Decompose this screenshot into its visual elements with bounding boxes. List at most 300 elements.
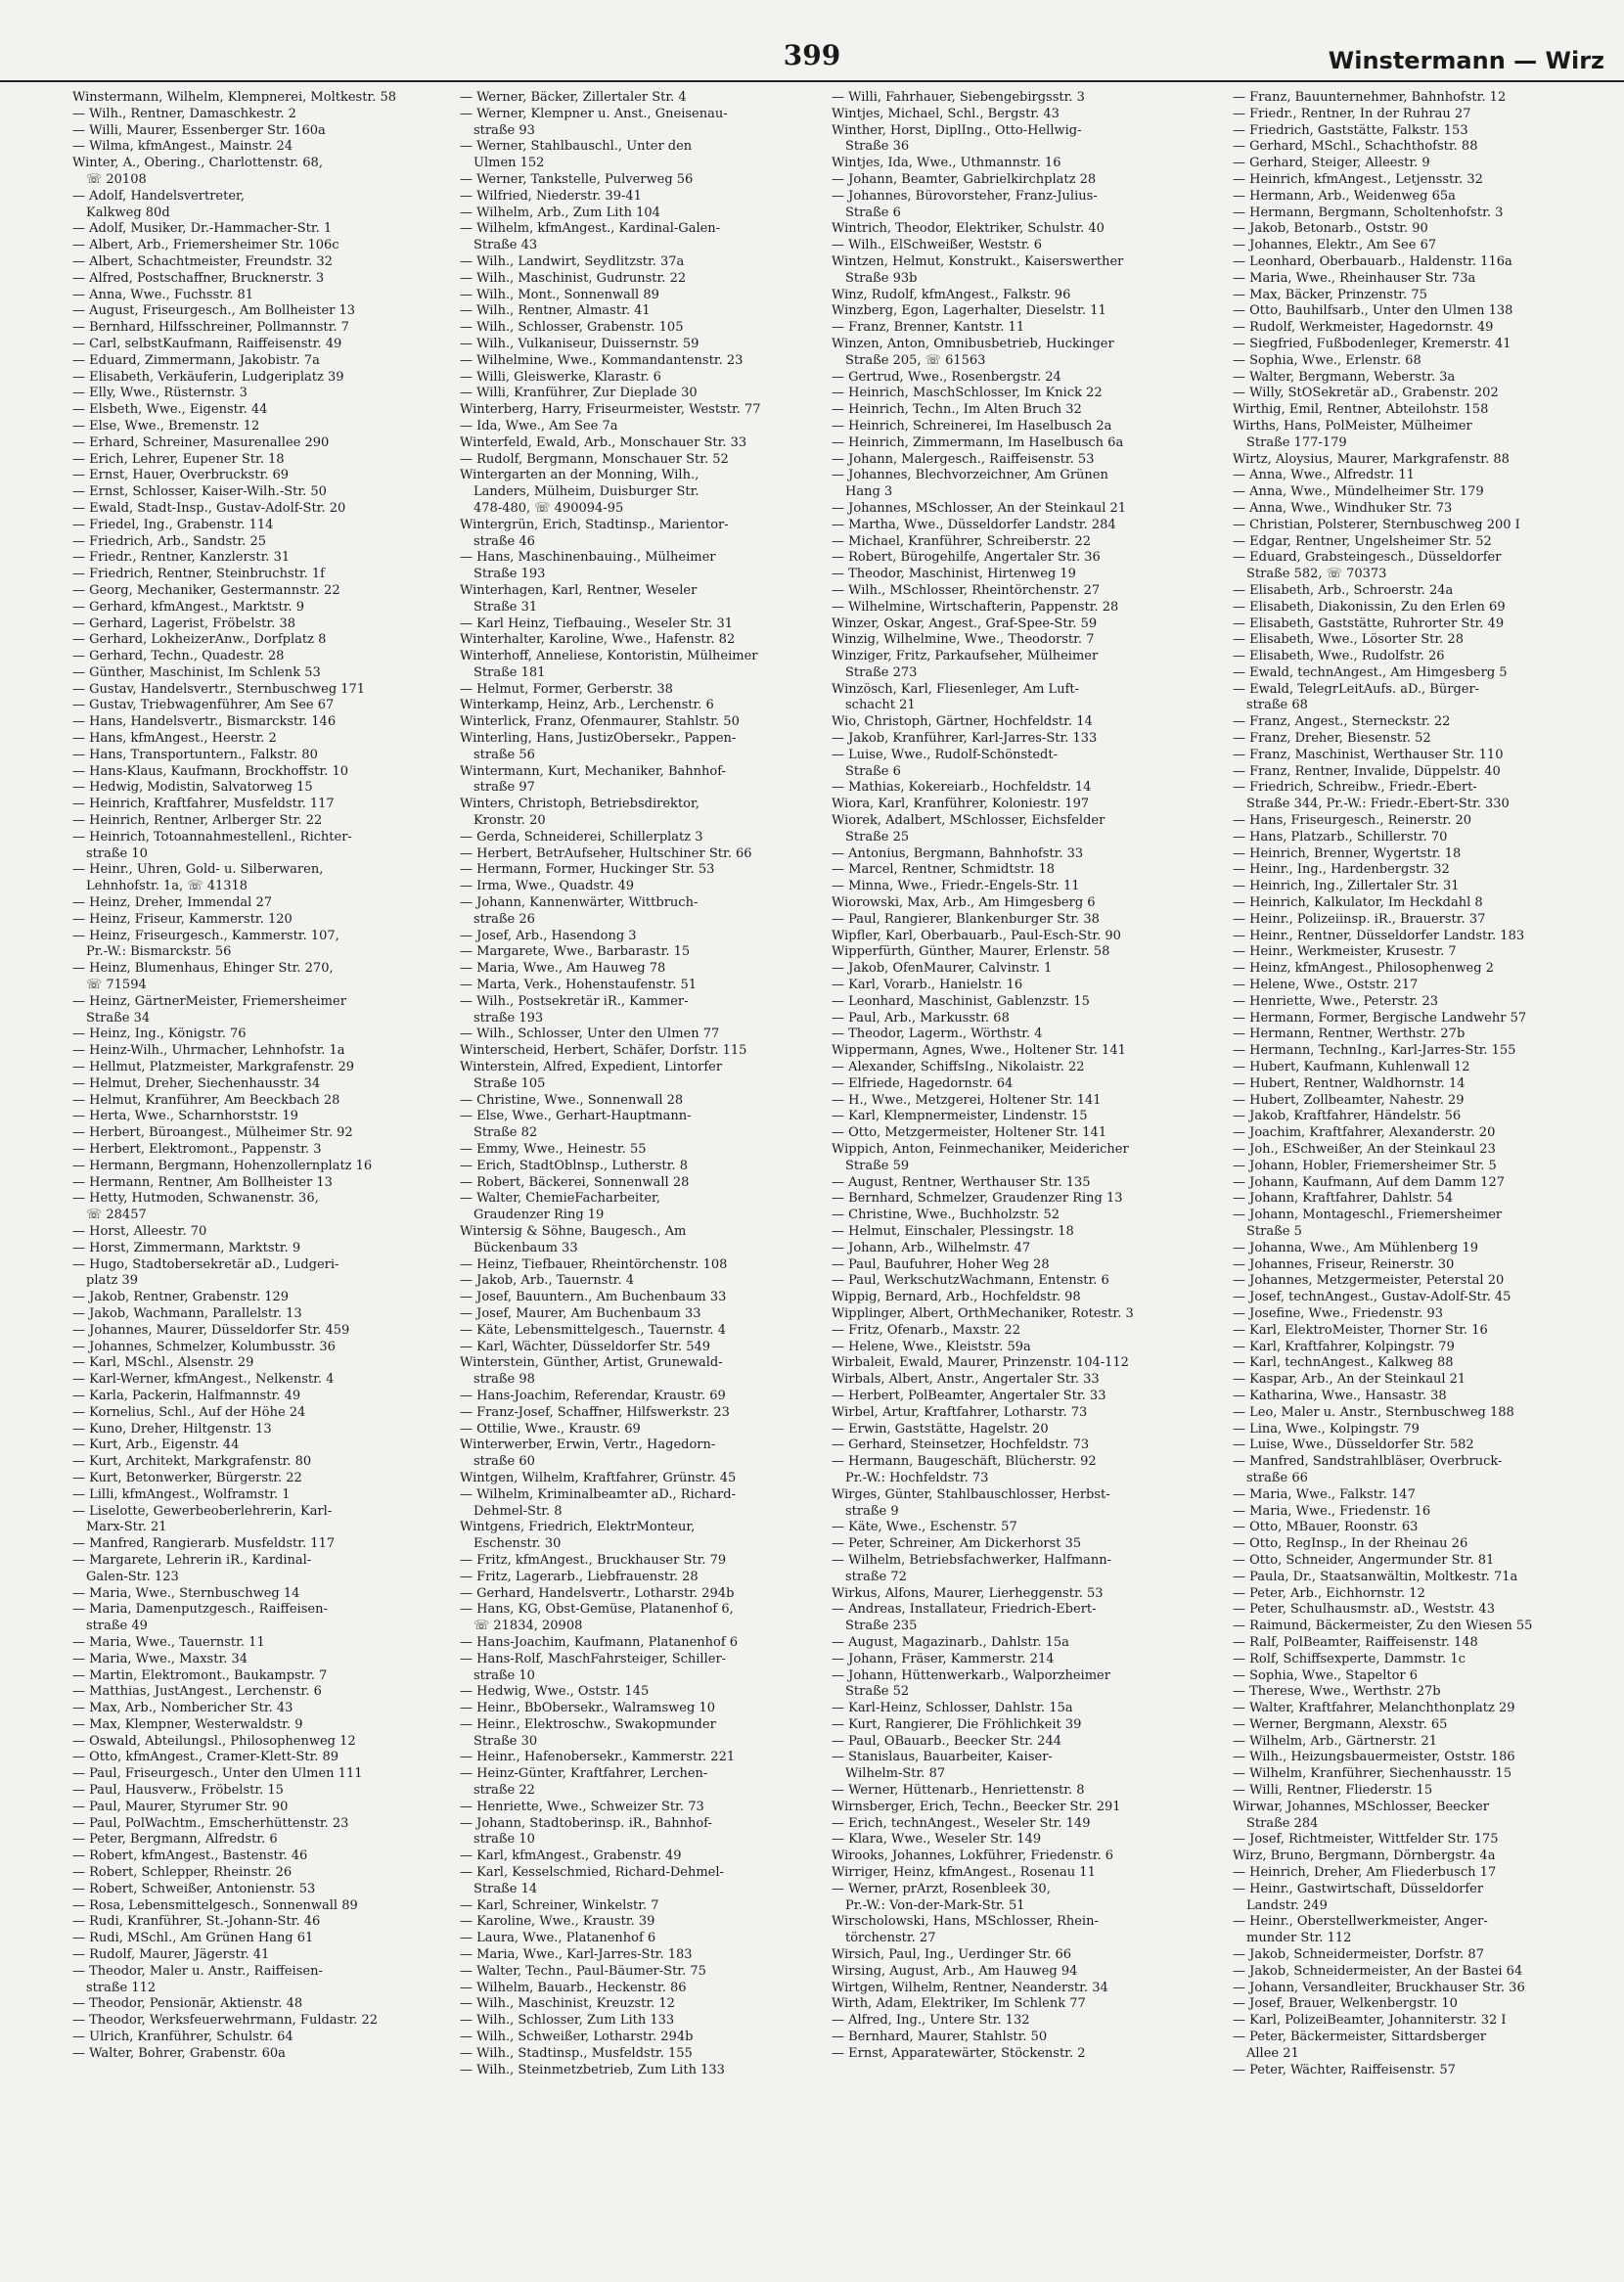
directory-line: — Gustav, Triebwagenführer, Am See 67 [72, 698, 335, 713]
directory-line: — Anna, Wwe., Alfredstr. 11 [1233, 468, 1415, 483]
directory-line: Wintergarten an der Monning, Wilh., [460, 468, 699, 483]
directory-line: — Matthias, JustAngest., Lerchenstr. 6 [72, 1684, 322, 1700]
directory-line: — Adolf, Musiker, Dr.-Hammacher-Str. 1 [72, 221, 333, 237]
directory-line: — Elisabeth, Wwe., Lösorter Str. 28 [1233, 632, 1464, 648]
directory-line: — Hans-Joachim, Kaufmann, Platanenhof 6 [460, 1634, 739, 1650]
directory-line: Winterling, Hans, JustizObersekr., Pappen- [460, 731, 737, 747]
directory-line: Winstermann, Wilhelm, Klempnerei, Moltkestr. 58 [72, 90, 397, 105]
directory-line: — Rudi, MSchl., Am Grünen Hang 61 [72, 1931, 314, 1946]
directory-line: — Hans, KG, Obst-Gemüse, Platanenhof 6, [460, 1602, 734, 1618]
directory-line: Kronstr. 20 [474, 813, 546, 829]
directory-line: Winzen, Anton, Omnibusbetrieb, Huckinger [832, 336, 1114, 351]
column-3 [832, 90, 1223, 2272]
directory-line: — Liselotte, Gewerbeoberlehrerin, Karl- [72, 1503, 333, 1519]
directory-line: Wintergrün, Erich, Stadtinsp., Marientor- [460, 517, 729, 532]
directory-line: — Paul, Arb., Markusstr. 68 [832, 1010, 1010, 1026]
directory-line: — Wilh., Mont., Sonnenwall 89 [460, 287, 659, 302]
directory-line: — Christine, Wwe., Buchholzstr. 52 [832, 1208, 1060, 1223]
directory-line: — Wilh., Schlosser, Unter den Ulmen 77 [460, 1027, 720, 1042]
directory-line: — Emmy, Wwe., Heinestr. 55 [460, 1142, 647, 1157]
directory-line: Wirscholowski, Hans, MSchlosser, Rhein- [832, 1914, 1099, 1930]
directory-line: — Luise, Wwe., Rudolf-Schönstedt- [832, 747, 1058, 762]
directory-line: Eschenstr. 30 [474, 1536, 562, 1552]
directory-line: Straße 284 [1246, 1815, 1319, 1831]
directory-line: — Johann, Kaufmann, Auf dem Damm 127 [1233, 1174, 1505, 1190]
directory-line: — Heinr., Polizeiinsp. iR., Brauerstr. 37 [1233, 911, 1486, 927]
directory-line: — Hans, Handelsvertr., Bismarckstr. 146 [72, 714, 337, 730]
directory-line: — Wilh., Stadtinsp., Musfeldstr. 155 [460, 2045, 693, 2061]
directory-line: — Heinr., Hafenobersekr., Kammerstr. 221 [460, 1750, 736, 1765]
directory-line: — Heinr., Uhren, Gold- u. Silberwaren, [72, 862, 324, 878]
directory-line: — Hugo, Stadtobersekretär aD., Ludgeri- [72, 1256, 339, 1272]
directory-line: — Robert, Bäckerei, Sonnenwall 28 [460, 1174, 690, 1190]
directory-line: Winterhoff, Anneliese, Kontoristin, Mülheimer [460, 649, 758, 664]
directory-line: — Antonius, Bergmann, Bahnhofstr. 33 [832, 845, 1084, 861]
directory-line: Winterlick, Franz, Ofenmaurer, Stahlstr. 50 [460, 714, 740, 730]
directory-line: Wippich, Anton, Feinmechaniker, Meidericher [832, 1142, 1129, 1157]
directory-line: — Hubert, Rentner, Waldhornstr. 14 [1233, 1075, 1466, 1091]
directory-line: — Hermann, Bergmann, Hohenzollernplatz 16 [72, 1158, 373, 1173]
directory-line: Winterkamp, Heinz, Arb., Lerchenstr. 6 [460, 698, 714, 713]
directory-line: — Willi, Gleiswerke, Klarastr. 6 [460, 369, 661, 385]
directory-line: Straße 344, Pr.-W.: Friedr.-Ebert-Str. 330 [1246, 797, 1510, 812]
directory-line: — Willi, Fahrhauer, Siebengebirgsstr. 3 [832, 90, 1085, 105]
directory-line: Straße 14 [474, 1881, 538, 1896]
directory-line: — Josefine, Wwe., Friedenstr. 93 [1233, 1305, 1444, 1321]
directory-line: — Paul, Hausverw., Fröbelstr. 15 [72, 1783, 284, 1799]
directory-line: — Alfred, Postschaffner, Brucknerstr. 3 [72, 270, 325, 286]
directory-line: — Stanislaus, Bauarbeiter, Kaiser- [832, 1750, 1053, 1765]
directory-line: — Laura, Wwe., Platanenhof 6 [460, 1931, 656, 1946]
directory-line: Wintgen, Wilhelm, Kraftfahrer, Grünstr. 45 [460, 1470, 737, 1485]
directory-line: Wirooks, Johannes, Lokführer, Friedenstr. 6 [832, 1848, 1114, 1864]
directory-line: Wippermann, Agnes, Wwe., Holtener Str. 141 [832, 1043, 1126, 1059]
directory-line: — Friedel, Ing., Grabenstr. 114 [72, 517, 274, 532]
directory-line: Straße 5 [1246, 1223, 1302, 1239]
directory-line: Straße 205, ☏ 61563 [845, 352, 986, 368]
directory-line: — Helmut, Kranführer, Am Beeckbach 28 [72, 1092, 340, 1108]
directory-line: — Karl, Kesselschmied, Richard-Dehmel- [460, 1865, 724, 1881]
directory-line: — Fritz, kfmAngest., Bruckhauser Str. 79 [460, 1552, 727, 1568]
directory-line: Pr.-W.: Bismarckstr. 56 [86, 944, 232, 960]
directory-line: — Maria, Wwe., Rheinhauser Str. 73a [1233, 270, 1476, 286]
directory-line: — Hermann, Rentner, Werthstr. 27b [1233, 1027, 1466, 1042]
directory-line: — Horst, Zimmermann, Marktstr. 9 [72, 1240, 301, 1255]
directory-line: Straße 43 [474, 238, 538, 253]
directory-line: — Johannes, Blechvorzeichner, Am Grünen [832, 468, 1108, 483]
directory-line: Wintersig & Söhne, Baugesch., Am [460, 1223, 687, 1239]
directory-line: — Ewald, technAngest., Am Himgesberg 5 [1233, 664, 1508, 680]
directory-line: — Ernst, Apparatewärter, Stöckenstr. 2 [832, 2045, 1086, 2061]
directory-line: — Herbert, BetrAufseher, Hultschiner Str. 66 [460, 845, 752, 861]
directory-line: — Mathias, Kokereiarb., Hochfeldstr. 14 [832, 780, 1092, 796]
directory-line: — Wilh., Postsekretär iR., Kammer- [460, 993, 689, 1009]
directory-line: — Edgar, Rentner, Ungelsheimer Str. 52 [1233, 533, 1492, 549]
directory-line: Pr.-W.: Hochfeldstr. 73 [845, 1470, 989, 1485]
directory-line: — Heinz-Günter, Kraftfahrer, Lerchen- [460, 1766, 708, 1782]
directory-line: — Johann, Versandleiter, Bruckhauser Str. 36 [1233, 1980, 1525, 1995]
directory-line: — Gertrud, Wwe., Rosenbergstr. 24 [832, 369, 1061, 385]
directory-line: straße 26 [474, 911, 535, 927]
directory-line: Wilhelm-Str. 87 [845, 1766, 946, 1782]
directory-line: — Hans-Rolf, MaschFahrsteiger, Schiller- [460, 1651, 727, 1666]
directory-line: straße 72 [845, 1569, 907, 1584]
directory-line: — Gustav, Handelsvertr., Sternbuschweg 171 [72, 681, 366, 697]
directory-line: — Therese, Wwe., Werthstr. 27b [1233, 1684, 1441, 1700]
directory-line: — Elisabeth, Verkäuferin, Ludgeriplatz 39 [72, 369, 344, 385]
directory-line: — Maria, Wwe., Am Hauweg 78 [460, 961, 666, 977]
directory-line: — Hetty, Hutmoden, Schwanenstr. 36, [72, 1191, 319, 1207]
directory-line: Winzig, Wilhelmine, Wwe., Theodorstr. 7 [832, 632, 1095, 648]
directory-line: — Heinz, Tiefbauer, Rheintörchenstr. 108 [460, 1256, 728, 1272]
directory-line: — Theodor, Maschinist, Hirtenweg 19 [832, 567, 1076, 582]
directory-line: — Irma, Wwe., Quadstr. 49 [460, 879, 634, 894]
directory-line: — Raimund, Bäckermeister, Zu den Wiesen 55 [1233, 1619, 1533, 1634]
directory-line: — Paul, Maurer, Styrumer Str. 90 [72, 1799, 289, 1814]
directory-line: Straße 105 [474, 1075, 546, 1091]
directory-line: — Heinrich, Schreinerei, Im Haselbusch 2a [832, 418, 1112, 434]
directory-line: — Fritz, Ofenarb., Maxstr. 22 [832, 1322, 1020, 1338]
directory-line: — Else, Wwe., Gerhart-Hauptmann- [460, 1109, 692, 1124]
directory-line: — Kornelius, Schl., Auf der Höhe 24 [72, 1404, 306, 1420]
directory-line: — Wilhelm, Betriebsfachwerker, Halfmann- [832, 1552, 1112, 1568]
directory-line: — Wilma, kfmAngest., Mainstr. 24 [72, 139, 293, 155]
directory-line: — Johannes, MSchlosser, An der Steinkaul 21 [832, 500, 1127, 516]
directory-line: — Karl-Heinz, Schlosser, Dahlstr. 15a [832, 1701, 1073, 1716]
directory-line: — Käte, Wwe., Eschenstr. 57 [832, 1520, 1017, 1535]
directory-line: — Franz, Dreher, Biesenstr. 52 [1233, 731, 1431, 747]
directory-line: — Rudolf, Werkmeister, Hagedornstr. 49 [1233, 320, 1494, 336]
directory-line: — Heinrich, kfmAngest., Letjensstr. 32 [1233, 171, 1483, 187]
directory-line: — Wilhelmine, Wwe., Kommandantenstr. 23 [460, 352, 744, 368]
directory-line: Winter, A., Obering., Charlottenstr. 68, [72, 156, 323, 171]
directory-line: Wirbaleit, Ewald, Maurer, Prinzenstr. 104-112 [832, 1355, 1129, 1371]
directory-line: — Werner, prArzt, Rosenbleek 30, [832, 1881, 1051, 1896]
directory-line: — Jakob, Wachmann, Parallelstr. 13 [72, 1305, 302, 1321]
directory-line: — Ewald, TelegrLeitAufs. aD., Bürger- [1233, 681, 1480, 697]
directory-line: — Robert, kfmAngest., Bastenstr. 46 [72, 1848, 308, 1864]
directory-line: — Ottilie, Wwe., Kraustr. 69 [460, 1421, 641, 1437]
directory-line: — Paula, Dr., Staatsanwältin, Moltkestr. 71a [1233, 1569, 1518, 1584]
directory-line: — Joh., ESchweißer, An der Steinkaul 23 [1233, 1142, 1496, 1157]
directory-line: — Rosa, Lebensmittelgesch., Sonnenwall 89 [72, 1897, 358, 1913]
directory-line: — Wilh., Maschinist, Gudrunstr. 22 [460, 270, 687, 286]
directory-line: straße 68 [1246, 698, 1308, 713]
directory-line: Winz, Rudolf, kfmAngest., Falkstr. 96 [832, 287, 1071, 302]
directory-line: — Horst, Alleestr. 70 [72, 1223, 207, 1239]
directory-line: Winterhagen, Karl, Rentner, Weseler [460, 582, 698, 598]
directory-line: — Johann, Fräser, Kammerstr. 214 [832, 1651, 1055, 1666]
directory-line: — Otto, MBauer, Roonstr. 63 [1233, 1520, 1419, 1535]
directory-line: — Walter, Techn., Paul-Bäumer-Str. 75 [460, 1963, 706, 1979]
directory-line: Lehnhofstr. 1a, ☏ 41318 [86, 879, 248, 894]
directory-line: — Heinrich, Dreher, Am Fliederbusch 17 [1233, 1865, 1497, 1881]
directory-line: — Max, Arb., Nombericher Str. 43 [72, 1701, 293, 1716]
directory-line: — Heinr., Rentner, Düsseldorfer Landstr. 183 [1233, 928, 1525, 943]
directory-line: — Karl-Werner, kfmAngest., Nelkenstr. 4 [72, 1372, 335, 1388]
directory-line: — Elly, Wwe., Rüsternstr. 3 [72, 386, 248, 401]
directory-line: — Elfriede, Hagedornstr. 64 [832, 1075, 1014, 1091]
directory-line: Wirtz, Aloysius, Maurer, Markgrafenstr. 88 [1233, 451, 1510, 467]
directory-line: — Ernst, Hauer, Overbruckstr. 69 [72, 468, 290, 483]
directory-line: — Heinrich, Brenner, Wygertstr. 18 [1233, 845, 1462, 861]
directory-line: — Herbert, PolBeamter, Angertaler Str. 33 [832, 1388, 1106, 1403]
directory-line: Pr.-W.: Von-der-Mark-Str. 51 [845, 1897, 1025, 1913]
directory-line: Wiorowski, Max, Arb., Am Himgesberg 6 [832, 895, 1096, 911]
directory-line: — Hans, Transportuntern., Falkstr. 80 [72, 747, 318, 762]
directory-line: — Johannes, Schmelzer, Kolumbusstr. 36 [72, 1339, 336, 1354]
directory-line: — Henriette, Wwe., Peterstr. 23 [1233, 993, 1439, 1009]
directory-line: — Friedrich, Gaststätte, Falkstr. 153 [1233, 122, 1468, 138]
directory-line: — Eduard, Grabsteingesch., Düsseldorfer [1233, 550, 1502, 566]
directory-line: — Karl, Wächter, Düsseldorfer Str. 549 [460, 1339, 711, 1354]
directory-line: — Anna, Wwe., Mündelheimer Str. 179 [1233, 484, 1484, 500]
directory-line: — Karl Heinz, Tiefbauing., Weseler Str. 31 [460, 616, 734, 631]
directory-line: Wipplinger, Albert, OrthMechaniker, Rotestr. 3 [832, 1305, 1134, 1321]
directory-line: Wirriger, Heinz, kfmAngest., Rosenau 11 [832, 1865, 1096, 1881]
directory-line: platz 39 [86, 1273, 138, 1289]
directory-line: — Anna, Wwe., Fuchsstr. 81 [72, 287, 254, 302]
directory-line: — Heinrich, Kalkulator, Im Heckdahl 8 [1233, 895, 1483, 911]
directory-line: straße 60 [474, 1454, 535, 1470]
directory-line: — Willi, Rentner, Fliederstr. 15 [1233, 1783, 1433, 1799]
directory-line: — Hedwig, Wwe., Oststr. 145 [460, 1684, 650, 1700]
directory-line: — Elisabeth, Wwe., Rudolfstr. 26 [1233, 649, 1445, 664]
directory-line: Wirnsberger, Erich, Techn., Beecker Str. 291 [832, 1799, 1121, 1814]
directory-line: — August, Magazinarb., Dahlstr. 15a [832, 1634, 1069, 1650]
directory-line: — Margarete, Wwe., Barbarastr. 15 [460, 944, 691, 960]
directory-line: — Sophia, Wwe., Erlenstr. 68 [1233, 352, 1421, 368]
directory-line: Landers, Mülheim, Duisburger Str. [474, 484, 699, 500]
directory-line: — Heinz, GärtnerMeister, Friemersheimer [72, 993, 346, 1009]
directory-line: — Friedrich, Schreibw., Friedr.-Ebert- [1233, 780, 1477, 796]
directory-line: — Heinr., Ing., Hardenbergstr. 32 [1233, 862, 1450, 878]
directory-line: — Elsbeth, Wwe., Eigenstr. 44 [72, 402, 268, 418]
column-2 [460, 90, 839, 2272]
directory-line: Wiorek, Adalbert, MSchlosser, Eichsfelder [832, 813, 1105, 829]
directory-line: — Karl, Kraftfahrer, Kolpingstr. 79 [1233, 1339, 1455, 1354]
directory-line: Straße 6 [845, 205, 901, 220]
directory-line: — Jakob, Kraftfahrer, Händelstr. 56 [1233, 1109, 1462, 1124]
directory-line: — Maria, Damenputzgesch., Raiffeisen- [72, 1602, 328, 1618]
directory-line: — Heinz, Ing., Königstr. 76 [72, 1027, 247, 1042]
directory-line: Winterfeld, Ewald, Arb., Monschauer Str. 33 [460, 434, 747, 450]
directory-line: — Erwin, Gaststätte, Hagelstr. 20 [832, 1421, 1049, 1437]
directory-line: Straße 193 [474, 567, 546, 582]
directory-line: — Luise, Wwe., Düsseldorfer Str. 582 [1233, 1438, 1474, 1453]
directory-line: Galen-Str. 123 [86, 1569, 179, 1584]
directory-line: — Günther, Maschinist, Im Schlenk 53 [72, 664, 321, 680]
directory-line: — Johann, Kannenwärter, Wittbruch- [460, 895, 699, 911]
directory-line: — Werner, Stahlbauschl., Unter den [460, 139, 693, 155]
directory-line: straße 98 [474, 1372, 535, 1388]
directory-line: — Manfred, Rangierarb. Musfeldstr. 117 [72, 1536, 336, 1552]
directory-line: Allee 21 [1246, 2045, 1299, 2061]
directory-line: — Josef, Maurer, Am Buchenbaum 33 [460, 1305, 701, 1321]
directory-line: — Kuno, Dreher, Hiltgenstr. 13 [72, 1421, 272, 1437]
directory-line: ☏ 20108 [86, 171, 147, 187]
directory-line: — Wilhelm, Arb., Gärtnerstr. 21 [1233, 1733, 1438, 1749]
directory-line: — Otto, Bauhilfsarb., Unter den Ulmen 138 [1233, 303, 1513, 319]
directory-line: — Werner, Bäcker, Zillertaler Str. 4 [460, 90, 687, 105]
directory-line: — Heinrich, Rentner, Arlberger Str. 22 [72, 813, 323, 829]
directory-line: — Maria, Wwe., Karl-Jarres-Str. 183 [460, 1947, 693, 1963]
directory-line: — Heinz, kfmAngest., Philosophenweg 2 [1233, 961, 1494, 977]
directory-line: — Wilh., MSchlosser, Rheintörchenstr. 27 [832, 582, 1101, 598]
directory-line: — Elisabeth, Arb., Schroerstr. 24a [1233, 582, 1454, 598]
directory-line: — Hermann, Rentner, Am Bollheister 13 [72, 1174, 333, 1190]
directory-line: — Rolf, Schiffsexperte, Dammstr. 1c [1233, 1651, 1466, 1666]
directory-line: — Hermann, Former, Bergische Landwehr 57 [1233, 1010, 1527, 1026]
directory-line: — Heinrich, Kraftfahrer, Musfeldstr. 117 [72, 797, 335, 812]
directory-line: — Lilli, kfmAngest., Wolframstr. 1 [72, 1486, 291, 1502]
directory-line: — Wilhelm, Kranführer, Siechenhausstr. 15 [1233, 1766, 1512, 1782]
directory-line: Wirges, Günter, Stahlbauschlosser, Herbst- [832, 1486, 1110, 1502]
directory-line: — Hermann, Baugeschäft, Blücherstr. 92 [832, 1454, 1097, 1470]
directory-line: — Wilh., Rentner, Almastr. 41 [460, 303, 651, 319]
directory-line: — Heinr., BbObersekr., Walramsweg 10 [460, 1701, 715, 1716]
directory-line: — Theodor, Maler u. Anstr., Raiffeisen- [72, 1963, 323, 1979]
directory-line: — Hans, Friseurgesch., Reinerstr. 20 [1233, 813, 1472, 829]
directory-line: — Heinrich, Zimmermann, Im Haselbusch 6a [832, 434, 1124, 450]
directory-line: — Jakob, Betonarb., Oststr. 90 [1233, 221, 1428, 237]
directory-line: Straße 31 [474, 599, 538, 615]
directory-line: — Wilh., Schlosser, Zum Lith 133 [460, 2013, 675, 2029]
directory-line: — Maria, Wwe., Friedenstr. 16 [1233, 1503, 1431, 1519]
directory-line: — Gerhard, Techn., Quadestr. 28 [72, 649, 285, 664]
directory-line: — Ida, Wwe., Am See 7a [460, 418, 618, 434]
directory-line: — Jakob, Arb., Tauernstr. 4 [460, 1273, 634, 1289]
directory-line: Wirtgen, Wilhelm, Rentner, Neanderstr. 34 [832, 1980, 1108, 1995]
directory-line: Winther, Horst, DiplIng., Otto-Hellwig- [832, 122, 1082, 138]
directory-line: — Max, Klempner, Westerwaldstr. 9 [72, 1716, 303, 1732]
directory-line: — Wilhelm, kfmAngest., Kardinal-Galen- [460, 221, 721, 237]
directory-line: Winterberg, Harry, Friseurmeister, Weststr. 77 [460, 402, 761, 418]
directory-line: — Theodor, Pensionär, Aktienstr. 48 [72, 1996, 303, 2012]
directory-line: — Karl, kfmAngest., Grabenstr. 49 [460, 1848, 682, 1864]
directory-line: — Heinz, Dreher, Immendal 27 [72, 895, 273, 911]
directory-line: — Marcel, Rentner, Schmidtstr. 18 [832, 862, 1056, 878]
directory-line: — Johann, Kraftfahrer, Dahlstr. 54 [1233, 1191, 1454, 1207]
directory-line: Wintgens, Friedrich, ElektrMonteur, [460, 1520, 696, 1535]
directory-line: — Helmut, Dreher, Siechenhausstr. 34 [72, 1075, 321, 1091]
directory-line: — Robert, Bürogehilfe, Angertaler Str. 36 [832, 550, 1101, 566]
directory-line: straße 10 [86, 845, 148, 861]
directory-line: — Herbert, Elektromont., Pappenstr. 3 [72, 1142, 322, 1157]
directory-line: — Alexander, SchiffsIng., Nikolaistr. 22 [832, 1060, 1085, 1075]
directory-line: — H., Wwe., Metzgerei, Holtener Str. 141 [832, 1092, 1102, 1108]
directory-line: straße 10 [474, 1832, 535, 1848]
directory-line: — Peter, Schreiner, Am Dickerhorst 35 [832, 1536, 1082, 1552]
directory-line: straße 46 [474, 533, 535, 549]
directory-line: — Gerda, Schneiderei, Schillerplatz 3 [460, 829, 703, 844]
directory-line: — Hedwig, Modistin, Salvatorweg 15 [72, 780, 313, 796]
directory-line: — Otto, RegInsp., In der Rheinau 26 [1233, 1536, 1468, 1552]
directory-line: Graudenzer Ring 19 [474, 1208, 605, 1223]
directory-line: — Paul, ÖBauarb., Beecker Str. 244 [832, 1733, 1061, 1749]
directory-line: — Heinr., Werkmeister, Krusestr. 7 [1233, 944, 1457, 960]
directory-line: — Leo, Maler u. Anstr., Sternbuschweg 188 [1233, 1404, 1514, 1420]
directory-line: — Walter, ChemieFacharbeiter, [460, 1191, 660, 1207]
directory-line: Straße 25 [845, 829, 910, 844]
directory-line: — Johannes, Bürovorsteher, Franz-Julius- [832, 188, 1098, 204]
directory-line: — Maria, Wwe., Tauernstr. 11 [72, 1634, 265, 1650]
directory-line: — Johannes, Friseur, Reinerstr. 30 [1233, 1256, 1455, 1272]
directory-line: — Gerhard, Handelsvertr., Lotharstr. 294b [460, 1585, 735, 1601]
directory-line: — Walter, Bohrer, Grabenstr. 60a [72, 2045, 286, 2061]
directory-line: — Leonhard, Maschinist, Gablenzstr. 15 [832, 993, 1090, 1009]
directory-line: straße 10 [474, 1667, 535, 1683]
directory-line: — Franz, Rentner, Invalide, Düppelstr. 40 [1233, 763, 1501, 779]
directory-line: — Friedr., Rentner, In der Ruhrau 27 [1233, 106, 1471, 121]
directory-line: — Leonhard, Oberbauarb., Haldenstr. 116a [1233, 253, 1512, 269]
directory-line: — Friedrich, Arb., Sandstr. 25 [72, 533, 266, 549]
directory-line: — Lina, Wwe., Kolpingstr. 79 [1233, 1421, 1420, 1437]
directory-line: straße 97 [474, 780, 535, 796]
directory-line: — Johanna, Wwe., Am Mühlenberg 19 [1233, 1240, 1478, 1255]
directory-line: Marx-Str. 21 [86, 1520, 167, 1535]
directory-line: Ulmen 152 [474, 156, 545, 171]
directory-line: Wirwar, Johannes, MSchlosser, Beecker [1233, 1799, 1489, 1814]
directory-line: — Friedrich, Rentner, Steinbruchstr. 1f [72, 567, 325, 582]
directory-line: — Karoline, Wwe., Kraustr. 39 [460, 1914, 655, 1930]
directory-line: — Johannes, Metzgermeister, Peterstal 20 [1233, 1273, 1505, 1289]
directory-line: — Gerhard, kfmAngest., Marktstr. 9 [72, 599, 305, 615]
directory-line: — Kurt, Betonwerker, Bürgerstr. 22 [72, 1470, 302, 1485]
directory-line: — Paul, WerkschutzWachmann, Entenstr. 6 [832, 1273, 1109, 1289]
directory-line: törchenstr. 27 [845, 1931, 936, 1946]
directory-line: — Marta, Verk., Hohenstaufenstr. 51 [460, 978, 698, 993]
directory-line: — Karl, ElektroMeister, Thorner Str. 16 [1233, 1322, 1488, 1338]
directory-line: — Otto, Metzgermeister, Holtener Str. 141 [832, 1125, 1107, 1141]
directory-line: — Erich, technAngest., Weseler Str. 149 [832, 1815, 1091, 1831]
directory-line: — Franz, Bauunternehmer, Bahnhofstr. 12 [1233, 90, 1507, 105]
directory-line: — Wilh., Vulkaniseur, Duissernstr. 59 [460, 336, 699, 351]
directory-line: straße 193 [474, 1010, 544, 1026]
directory-line: ☏ 21834, 20908 [474, 1619, 583, 1634]
directory-line: — Fritz, Lagerarb., Liebfrauenstr. 28 [460, 1569, 699, 1584]
directory-line: — Franz, Angest., Sterneckstr. 22 [1233, 714, 1451, 730]
directory-line: Straße 93b [845, 270, 918, 286]
page-header [0, 0, 1624, 74]
directory-line: — Herta, Wwe., Scharnhorststr. 19 [72, 1109, 298, 1124]
directory-line: — Johann, Arb., Wilhelmstr. 47 [832, 1240, 1031, 1255]
directory-line: schacht 21 [845, 698, 916, 713]
directory-line: — Georg, Mechaniker, Gestermannstr. 22 [72, 582, 340, 598]
directory-line: — Elisabeth, Gaststätte, Ruhrorter Str. 49 [1233, 616, 1505, 631]
directory-line: Wirz, Bruno, Bergmann, Dörnbergstr. 4a [1233, 1848, 1496, 1864]
directory-line: — Gerhard, Lagerist, Fröbelstr. 38 [72, 616, 296, 631]
directory-line: — Wilhelm, Arb., Zum Lith 104 [460, 205, 660, 220]
directory-line: — Paul, Friseurgesch., Unter den Ulmen 111 [72, 1766, 363, 1782]
directory-line: — Martin, Elektromont., Baukampstr. 7 [72, 1667, 328, 1683]
directory-line: Straße 235 [845, 1619, 918, 1634]
directory-line: Wirths, Hans, PolMeister, Mülheimer [1233, 418, 1472, 434]
directory-line: — Peter, Schulhausmstr. aD., Weststr. 43 [1233, 1602, 1495, 1618]
directory-line: Straße 52 [845, 1684, 910, 1700]
directory-line: Wiora, Karl, Kranführer, Koloniestr. 197 [832, 797, 1090, 812]
directory-line: — Helene, Wwe., Kleiststr. 59a [832, 1339, 1031, 1354]
directory-line: — Gerhard, LokheizerAnw., Dorfplatz 8 [72, 632, 327, 648]
directory-line: Dehmel-Str. 8 [474, 1503, 563, 1519]
directory-line: Straße 36 [845, 139, 910, 155]
directory-line: — Hubert, Zollbeamter, Nahestr. 29 [1233, 1092, 1465, 1108]
directory-line: — Gerhard, Steiger, Alleestr. 9 [1233, 156, 1430, 171]
directory-line: Bückenbaum 33 [474, 1240, 578, 1255]
directory-line: — Maria, Wwe., Maxstr. 34 [72, 1651, 248, 1666]
directory-line: straße 112 [86, 1980, 157, 1995]
directory-line: — Heinr., Elektroschw., Swakopmunder [460, 1716, 716, 1732]
